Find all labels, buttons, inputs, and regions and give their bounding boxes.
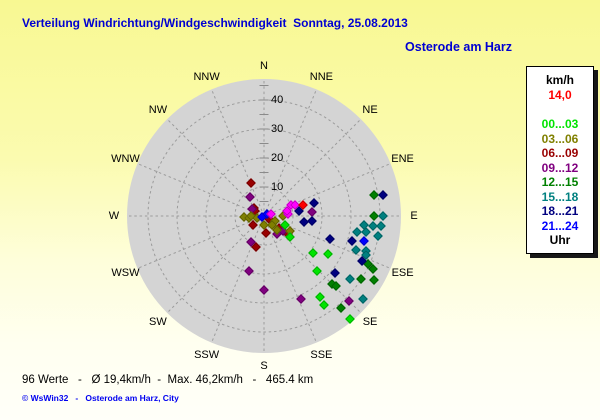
legend-time-bin: 18...21	[541, 204, 579, 218]
compass-label-s: S	[260, 360, 268, 372]
legend-time-bin: 09...12	[541, 160, 579, 175]
compass-label-nnw: NNW	[193, 71, 220, 84]
chart-title: Verteilung Windrichtung/Windgeschwindigkeit Sonntag, 25.08.2013	[22, 16, 408, 30]
legend-unit-label: km/h	[545, 73, 574, 87]
compass-label-wsw: WSW	[111, 267, 140, 280]
compass-label-n: N	[260, 60, 268, 72]
compass-label-e: E	[410, 210, 418, 222]
ring-tick-label: 30	[271, 123, 284, 135]
wind-rose-chart	[108, 60, 418, 372]
compass-label-sse: SSE	[310, 348, 333, 361]
ring-tick-label: 20	[271, 152, 284, 164]
compass-label-w: W	[108, 210, 120, 222]
compass-label-se: SE	[362, 316, 378, 329]
station-name: Osterode am Harz	[405, 40, 512, 54]
legend-time-bin: 00...03	[541, 117, 579, 131]
copyright-line: © WsWin32 - Osterode am Harz, City	[22, 393, 179, 403]
legend-uhr-label: Uhr	[549, 233, 571, 247]
compass-label-ene: ENE	[391, 152, 414, 165]
compass-label-ese: ESE	[391, 267, 414, 280]
compass-label-sw: SW	[149, 316, 167, 329]
ring-tick-label: 10	[271, 181, 284, 193]
legend-time-bin: 15...18	[541, 189, 579, 204]
compass-label-nw: NW	[148, 103, 168, 116]
legend-time-bin: 06...09	[541, 146, 579, 160]
legend-time-bin: 12...15	[541, 175, 579, 189]
legend-time-bin: 03...06	[541, 131, 579, 146]
ring-tick-label: 40	[271, 94, 284, 106]
time-color-legend	[526, 66, 594, 254]
compass-label-ne: NE	[362, 103, 378, 116]
legend-current-value: 14,0	[548, 87, 572, 102]
legend-time-bin: 21...24	[541, 218, 579, 233]
legend-spacer	[527, 102, 593, 117]
compass-label-wnw: WNW	[111, 152, 140, 165]
compass-label-nne: NNE	[309, 71, 334, 84]
stats-summary: 96 Werte - Ø 19,4km/h - Max. 46,2km/h - 465.4 km	[22, 374, 314, 386]
compass-label-ssw: SSW	[194, 348, 220, 361]
